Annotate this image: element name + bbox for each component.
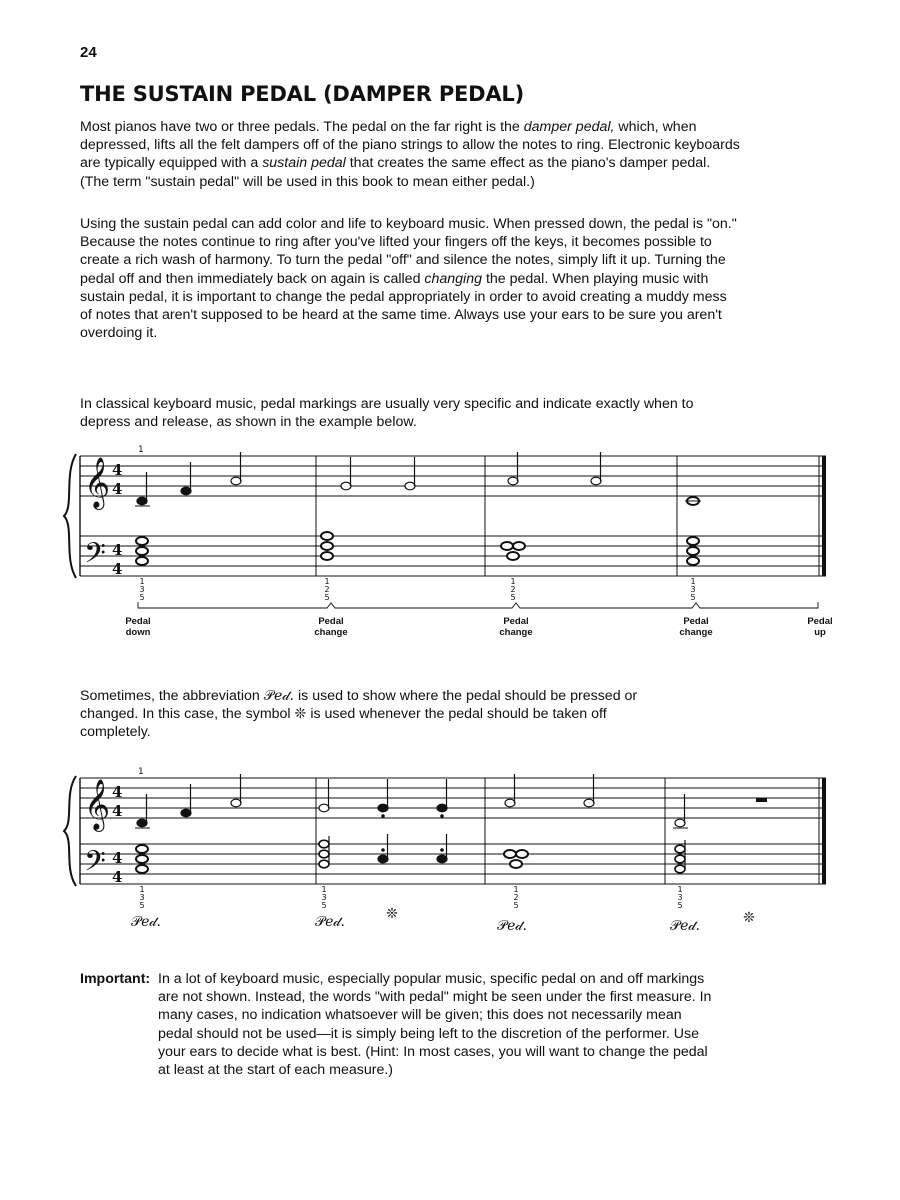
svg-text:𝄞: 𝄞 bbox=[84, 457, 111, 508]
text-run: is used to show where the pedal should be pressed or changed. In this case, the symbol bbox=[80, 688, 638, 723]
fingering: 3 bbox=[139, 893, 145, 902]
svg-text:𝄢: 𝄢 bbox=[84, 845, 106, 885]
paragraph-ped-abbreviation bbox=[80, 687, 640, 742]
pedal-label-line: Pedal bbox=[683, 616, 709, 627]
time-sig-top: 4 bbox=[112, 461, 123, 479]
pedal-line bbox=[138, 602, 818, 608]
fingering: 3 bbox=[677, 893, 683, 902]
fingering: 5 bbox=[139, 901, 145, 910]
time-sig-bottom: 4 bbox=[112, 480, 123, 498]
time-sig-bottom: 4 bbox=[112, 802, 123, 820]
text-run: that creates the same effect as the piano's damper pedal. (The term "sustain pedal" will be used in this book to mean either pedal.) bbox=[80, 155, 711, 190]
pedal-release-symbol: ❊ bbox=[294, 706, 307, 723]
note-g bbox=[591, 477, 601, 485]
paragraph-using-sustain-pedal bbox=[80, 215, 740, 342]
svg-text:𝄞: 𝄞 bbox=[84, 779, 111, 830]
note-e bbox=[181, 487, 191, 495]
fingering: 3 bbox=[321, 893, 327, 902]
ped-mark: 𝒫𝑒𝒹. bbox=[131, 914, 161, 930]
page-number: 24 bbox=[80, 44, 97, 61]
pedal-label-up bbox=[790, 616, 850, 638]
text-run: which, when depressed, lifts all the felt dampers off of the piano strings to allow the notes to ring. Electronic keyboards are typically equipped with a bbox=[80, 119, 740, 172]
fingering: 5 bbox=[324, 593, 330, 602]
ped-symbol: 𝒫𝑒𝒹. bbox=[263, 688, 295, 704]
music-example-1 bbox=[0, 444, 900, 614]
svg-text:𝄢: 𝄢 bbox=[84, 537, 106, 577]
fingering: 5 bbox=[321, 901, 327, 910]
text-run: the pedal. When playing music with sustain pedal, it is important to change the pedal appropriately in order to avoid creating a muddy mess of notes that aren't supposed to be heard at the same time. Always use your ears to be sure you aren't overdoing it. bbox=[80, 270, 727, 342]
ped-mark: 𝒫𝑒𝒹. bbox=[670, 918, 700, 934]
note-c bbox=[137, 497, 147, 505]
time-sig-bottom: 4 bbox=[112, 560, 123, 578]
fingering: 1 bbox=[510, 577, 516, 586]
pedal-label-line: change bbox=[499, 627, 533, 638]
pedal-label-line: Pedal bbox=[807, 616, 833, 627]
text-run: Sometimes, the abbreviation bbox=[80, 688, 264, 704]
ped-mark: 𝒫𝑒𝒹. bbox=[497, 918, 527, 934]
ped-mark: 𝒫𝑒𝒹. bbox=[315, 914, 345, 930]
time-sig-top: 4 bbox=[112, 783, 123, 801]
pedal-label-line: down bbox=[125, 627, 151, 638]
music-example-2 bbox=[0, 766, 900, 936]
note-g bbox=[231, 477, 241, 485]
fingering: 3 bbox=[139, 585, 145, 594]
fingering: 1 bbox=[677, 885, 683, 894]
note-f bbox=[341, 482, 351, 490]
term-sustain-pedal: sustain pedal bbox=[262, 155, 346, 172]
release-mark: ❊ bbox=[386, 906, 398, 922]
pedal-label-line: up bbox=[814, 627, 826, 638]
pedal-label-line: Pedal bbox=[125, 616, 151, 627]
fingering: 3 bbox=[690, 585, 696, 594]
fingering: 2 bbox=[513, 893, 519, 902]
term-damper-pedal: damper pedal, bbox=[523, 119, 615, 135]
fingering: 5 bbox=[510, 593, 516, 602]
time-sig-bottom: 4 bbox=[112, 868, 123, 886]
pedal-label-line: Pedal bbox=[503, 616, 529, 627]
fingering: 1 bbox=[324, 577, 330, 586]
text-run: Most pianos have two or three pedals. The pedal on the far right is the bbox=[80, 119, 524, 135]
pedal-label-line: Pedal bbox=[318, 616, 344, 627]
pedal-label-down bbox=[108, 616, 168, 638]
fingering: 2 bbox=[510, 585, 516, 594]
fingering: 2 bbox=[324, 585, 330, 594]
fingering: 1 bbox=[139, 577, 145, 586]
text-run: is used whenever the pedal should be taken off completely. bbox=[80, 706, 607, 741]
pedal-label-change bbox=[666, 616, 726, 638]
note-f bbox=[405, 482, 415, 490]
time-sig-top: 4 bbox=[112, 849, 123, 867]
fingering: 1 bbox=[139, 885, 145, 894]
release-mark: ❊ bbox=[743, 910, 755, 926]
fingering-top: 1 bbox=[138, 445, 144, 455]
fingering: 5 bbox=[139, 593, 145, 602]
fingering: 5 bbox=[690, 593, 696, 602]
half-rest bbox=[756, 798, 767, 802]
fingering: 5 bbox=[513, 901, 519, 910]
paragraph-damper-pedal-intro bbox=[80, 118, 740, 191]
page-title: THE SUSTAIN PEDAL (DAMPER PEDAL) bbox=[80, 82, 525, 106]
text-run: Using the sustain pedal can add color and life to keyboard music. When pressed down, the pedal is "on." Because the notes continue to ring after you've lifted your fingers off the keys, it becomes possible to create a rich wash of harmony. To turn the pedal "off" and silence the notes, simply lift it up. Turning the pedal off and then immediately back on again is called bbox=[80, 216, 737, 287]
fingering: 1 bbox=[513, 885, 519, 894]
important-label: Important: bbox=[80, 971, 151, 987]
fingering: 1 bbox=[321, 885, 327, 894]
time-sig-top: 4 bbox=[112, 541, 123, 559]
pedal-label-change bbox=[301, 616, 361, 638]
note-g bbox=[508, 477, 518, 485]
pedal-labels bbox=[0, 616, 900, 646]
paragraph-classical-markings: In classical keyboard music, pedal markings are usually very specific and indicate exactly when to depress and release, as shown in the example below. bbox=[80, 396, 694, 431]
pedal-label-line: change bbox=[314, 627, 348, 638]
pedal-label-line: change bbox=[679, 627, 713, 638]
fingering: 1 bbox=[690, 577, 696, 586]
pedal-label-change bbox=[486, 616, 546, 638]
term-changing: changing bbox=[424, 270, 482, 287]
important-text: In a lot of keyboard music, especially popular music, specific pedal on and off markings are not shown. Instead, the words "with pedal" might be seen under the first measure. In many cases, no indication whatsoever will be given; this does not necessarily mean pedal should not be used—it is simply being left to the discretion of the performer. Use your ears to decide what is best. (Hint: In most cases, you will want to change the pedal at least at the start of each measure.) bbox=[158, 971, 712, 1079]
fingering: 5 bbox=[677, 901, 683, 910]
fingering-top: 1 bbox=[138, 767, 144, 777]
